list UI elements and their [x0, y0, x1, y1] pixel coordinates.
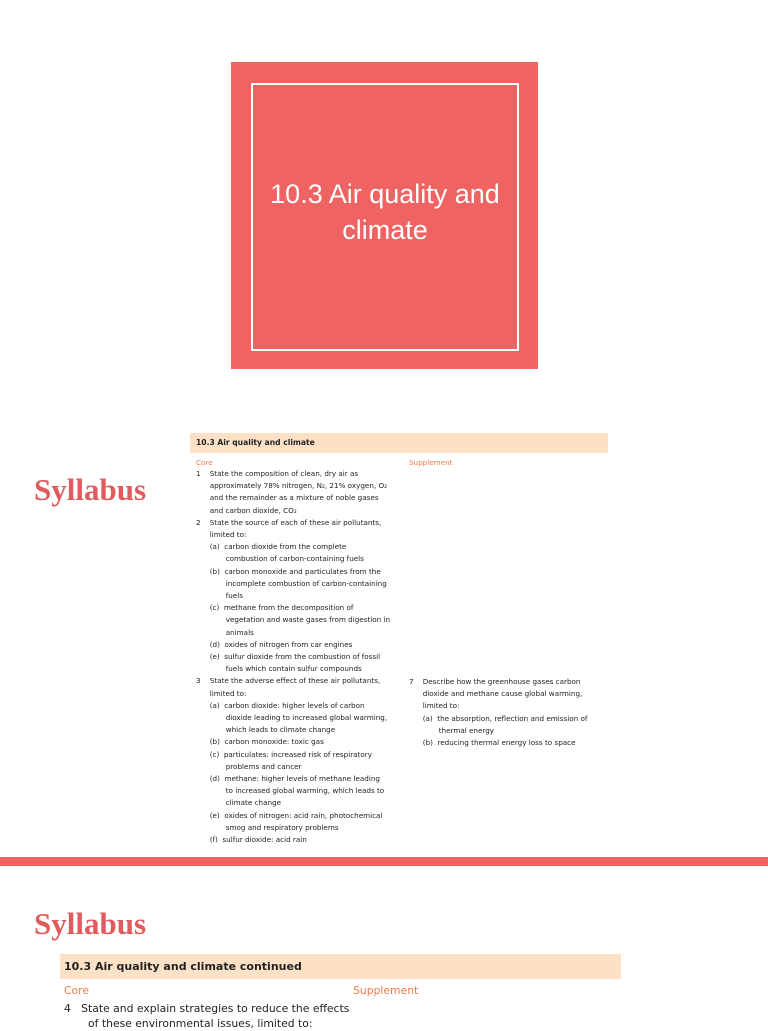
document-line: 1 State the composition of clean, dry air as — [196, 469, 359, 478]
document-line: of these environmental issues, limited to: — [64, 1017, 313, 1030]
core-column-label: Core — [196, 458, 213, 467]
core-column-label-2: Core — [64, 984, 89, 997]
document-line: smog and respiratory problems — [196, 822, 339, 832]
slide-divider — [0, 857, 768, 866]
supplement-column-label: Supplement — [409, 458, 453, 467]
document-line: problems and cancer — [196, 761, 302, 771]
document-line: dioxide and methane cause global warming, — [409, 689, 583, 699]
document-line: which leads to climate change — [196, 725, 336, 735]
document-line: dioxide leading to increased global warming, — [196, 713, 388, 722]
title-card-frame — [251, 83, 519, 351]
document-line: combustion of carbon-containing fuels — [196, 554, 364, 564]
document-line: (b) carbon monoxide and particulates from the — [196, 566, 381, 576]
document-line: animals — [196, 627, 254, 637]
document-line: (c) particulates: increased risk of respiratory — [196, 749, 372, 759]
document-line: (a) carbon dioxide: higher levels of carbon — [196, 700, 365, 710]
document-line: (e) sulfur dioxide from the combustion of fossil — [196, 652, 381, 661]
document-line: limited to: — [196, 688, 247, 698]
document-line: (b) carbon monoxide: toxic gas — [196, 737, 324, 747]
document-line: 7 Describe how the greenhouse gases carbon — [409, 677, 581, 686]
document-line: (d) methane: higher levels of methane leading — [196, 774, 380, 783]
document-line: (a) the absorption, reflection and emission of — [409, 713, 588, 723]
syllabus-heading: Syllabus — [34, 472, 147, 507]
document-header-2: 10.3 Air quality and climate continued — [60, 954, 621, 979]
document-line: limited to: — [409, 701, 460, 711]
syllabus-document — [190, 433, 608, 853]
card-title: 10.3 Air quality and climate — [270, 179, 500, 245]
document-line: (c) methane from the decomposition of — [196, 603, 354, 613]
document-line: 3 State the adverse effect of these air pollutants, — [196, 676, 381, 686]
document-line: incomplete combustion of carbon-containing — [196, 578, 387, 588]
document-line: approximately 78% nitrogen, N₂, 21% oxygen, O₂ — [196, 481, 387, 491]
document-line: and carbon dioxide, CO₂ — [196, 505, 297, 515]
document-line: vegetation and waste gases from digestion in — [196, 615, 391, 625]
document-line: (e) oxides of nitrogen: acid rain, photochemical — [196, 810, 383, 820]
syllabus-heading-2: Syllabus — [34, 906, 147, 941]
document-line: (d) oxides of nitrogen from car engines — [196, 639, 353, 649]
syllabus-document-2 — [60, 954, 621, 1030]
title-card — [231, 62, 538, 369]
document-line: (b) reducing thermal energy loss to space — [409, 738, 576, 747]
document-line: climate change — [196, 798, 282, 808]
document-line: fuels which contain sulfur compounds — [196, 664, 362, 674]
document-line: (a) carbon dioxide from the complete — [196, 542, 347, 552]
document-line: 2 State the source of each of these air pollutants, — [196, 517, 382, 527]
document-line: (f) sulfur dioxide: acid rain — [196, 835, 307, 844]
document-line: to increased global warming, which leads to — [196, 786, 385, 796]
document-line: fuels — [196, 591, 243, 600]
document-line: thermal energy — [409, 725, 495, 735]
document-line: and the remainder as a mixture of noble gases — [196, 493, 379, 503]
supplement-column-label-2: Supplement — [353, 984, 419, 997]
document-line: limited to: — [196, 530, 247, 539]
document-line: 4 State and explain strategies to reduce the effects — [64, 1002, 350, 1015]
document-header: 10.3 Air quality and climate — [190, 433, 608, 453]
